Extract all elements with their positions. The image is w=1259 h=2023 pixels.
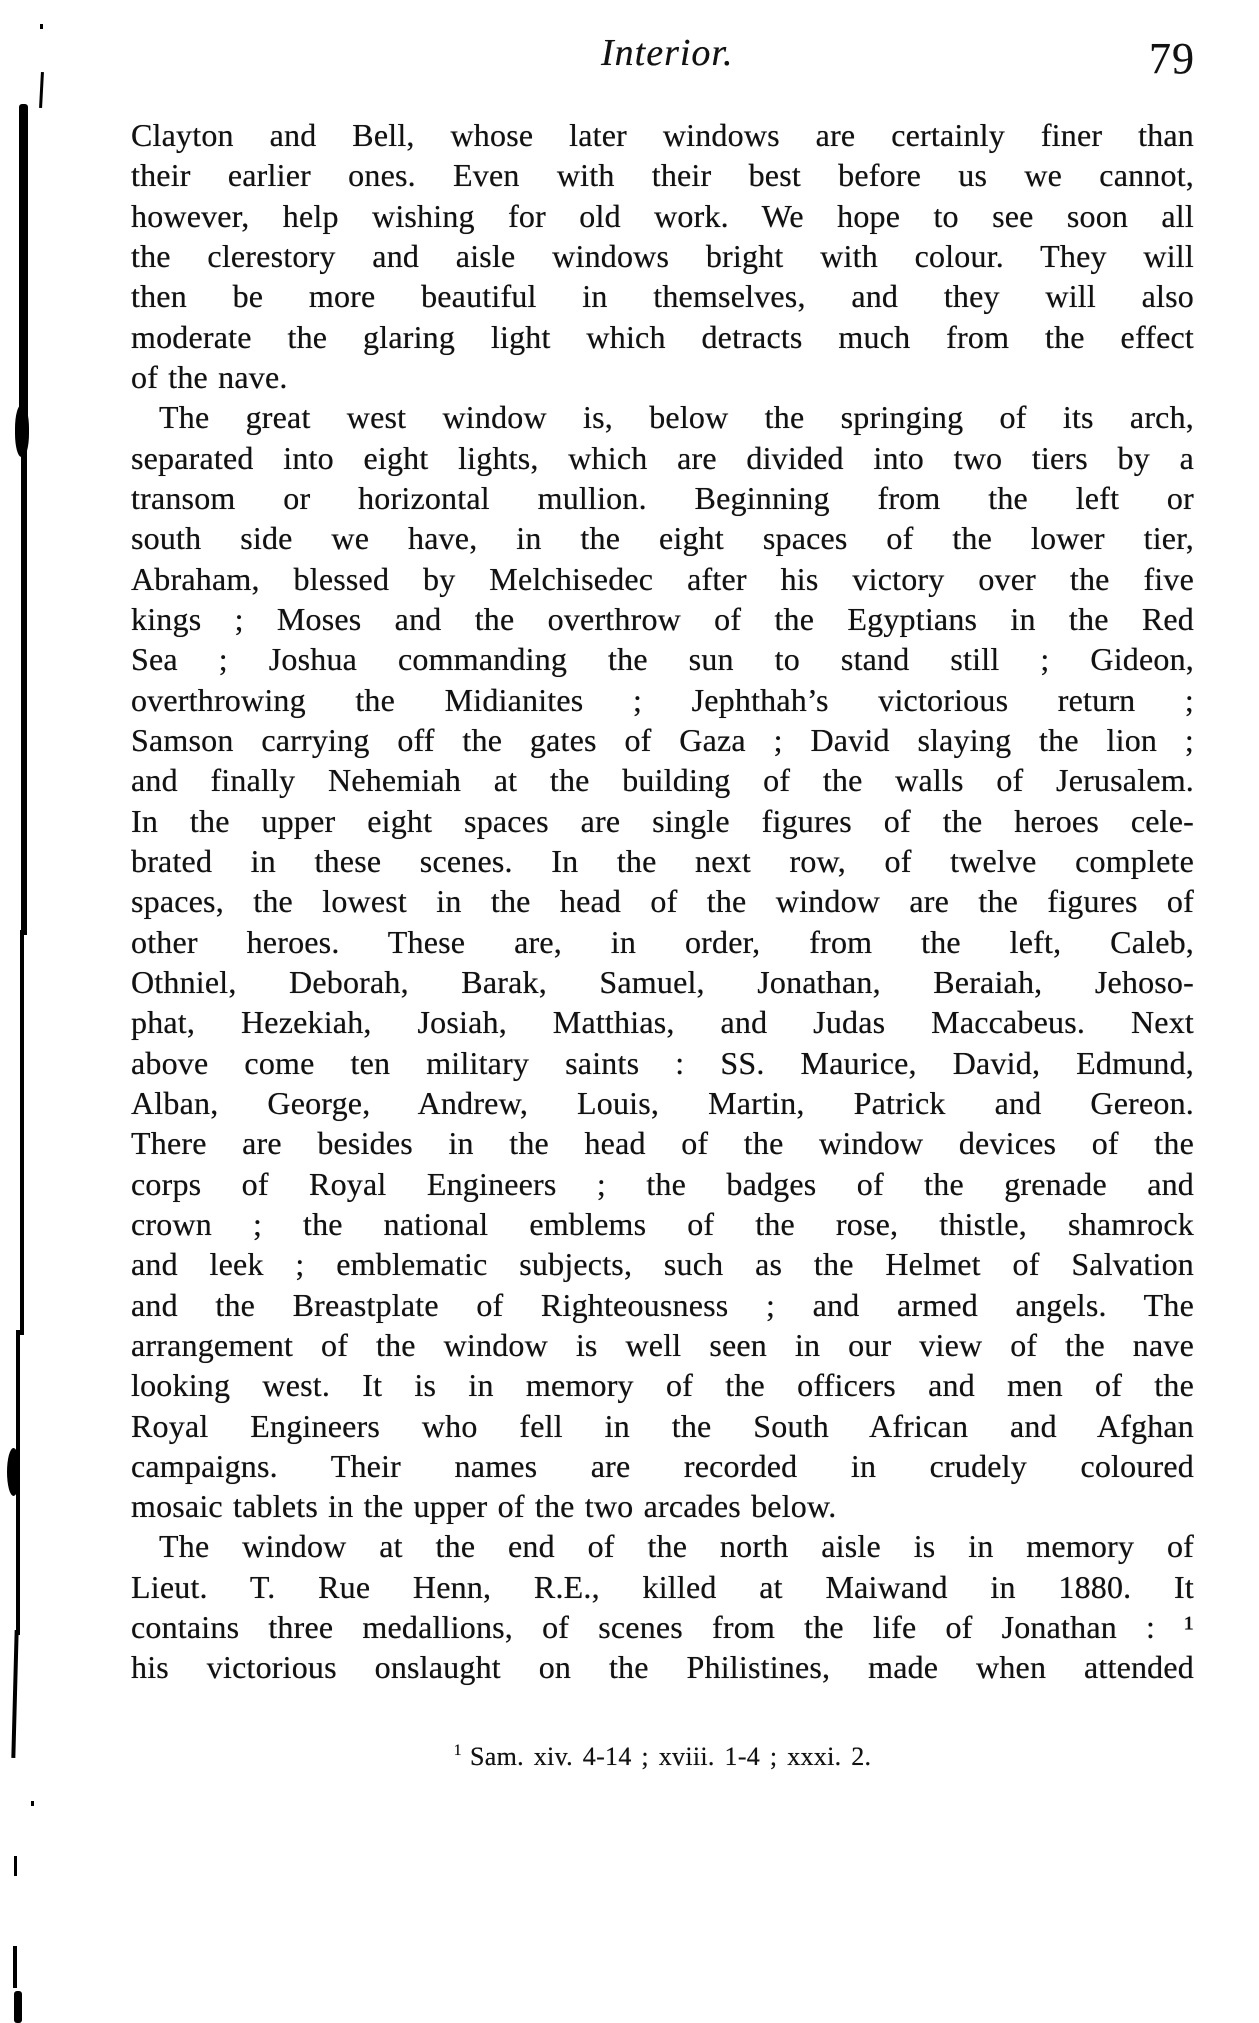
text-line: and the Breastplate of Righteousness ; and armed angels. The [131, 1286, 1194, 1323]
text-line: and leek ; emblematic subjects, such as the Helmet of Salvation [131, 1246, 1194, 1283]
text-line: Alban, George, Andrew, Louis, Martin, Patrick and Gereon. [131, 1084, 1194, 1121]
text-line: Lieut. T. Rue Henn, R.E., killed at Maiwand in 1880. It [131, 1568, 1194, 1605]
footnote-marker: 1 [453, 1742, 463, 1760]
paragraph [131, 397, 1194, 1526]
footnote-text: Sam. xiv. 4-14 ; xviii. 1-4 ; xxxi. 2. [470, 1742, 872, 1771]
text-line: his victorious onslaught on the Philistines, made when attended [131, 1649, 1194, 1686]
scan-mark [13, 1946, 17, 1988]
text-line: looking west. It is in memory of the officers and men of the [131, 1367, 1194, 1404]
text-line: Clayton and Bell, whose later windows are certainly finer than [131, 117, 1194, 153]
text-block [131, 115, 1194, 1688]
paragraph [131, 1526, 1194, 1687]
text-line: Sea ; Joshua commanding the sun to stand still ; Gideon, [131, 641, 1194, 678]
scan-speck [40, 24, 43, 29]
text-line: above come ten military saints : SS. Maurice, David, Edmund, [131, 1044, 1194, 1081]
text-line: arrangement of the window is well seen in our view of the nave [131, 1326, 1194, 1363]
text-line: crown ; the national emblems of the rose, thistle, shamrock [131, 1205, 1194, 1242]
text-line: their earlier ones. Even with their best before us we cannot, [131, 157, 1194, 194]
binding-bar [20, 930, 24, 1335]
page-number: 79 [1149, 34, 1195, 83]
text-line: spaces, the lowest in the head of the window are the figures of [131, 883, 1194, 920]
text-line: The great west window is, below the springing of its arch, [159, 399, 1194, 436]
scan-mark [39, 72, 44, 108]
binding-bar-top [19, 104, 28, 434]
text-line: the clerestory and aisle windows bright with colour. They will [131, 237, 1194, 274]
text-line: kings ; Moses and the overthrow of the Egyptians in the Red [131, 600, 1194, 637]
text-line: of the nave. [131, 358, 288, 395]
text-line: Royal Engineers who fell in the South African and Afghan [131, 1407, 1194, 1444]
text-line: Samson carrying off the gates of Gaza ; David slaying the lion ; [131, 721, 1194, 758]
binding-bar [21, 430, 27, 935]
text-line: overthrowing the Midianites ; Jephthah’s victorious return ; [131, 681, 1194, 718]
text-line: however, help wishing for old work. We hope to see soon all [131, 197, 1194, 234]
text-line: phat, Hezekiah, Josiah, Matthias, and Judas Maccabeus. Next [131, 1004, 1194, 1041]
scan-mark [14, 1856, 17, 1876]
binding-blob [7, 1448, 20, 1496]
text-line: The window at the end of the north aisle is in memory of [159, 1528, 1194, 1565]
running-head: Interior. [601, 32, 734, 74]
scan-speck [31, 1801, 34, 1806]
text-line: separated into eight lights, which are divided into two tiers by a [131, 439, 1194, 476]
text-line: Othniel, Deborah, Barak, Samuel, Jonathan, Beraiah, Jehoso- [131, 963, 1194, 1000]
text-line: In the upper eight spaces are single figures of the heroes cele- [131, 802, 1194, 839]
text-line: moderate the glaring light which detracts much from the effect [131, 318, 1194, 355]
text-line: and finally Nehemiah at the building of the walls of Jerusalem. [131, 762, 1194, 799]
footnote [131, 1742, 1194, 1772]
paragraph [131, 115, 1194, 397]
text-line: brated in these scenes. In the next row, of twelve complete [131, 842, 1194, 879]
text-line: There are besides in the head of the window devices of the [131, 1125, 1194, 1162]
text-line: transom or horizontal mullion. Beginning from the left or [131, 479, 1194, 516]
text-line: mosaic tablets in the upper of the two arcades below. [131, 1488, 837, 1525]
text-line: corps of Royal Engineers ; the badges of the grenade and [131, 1165, 1194, 1202]
text-line: then be more beautiful in themselves, and they will also [131, 278, 1194, 315]
scan-mark [14, 1991, 22, 2023]
text-line: campaigns. Their names are recorded in crudely coloured [131, 1447, 1194, 1484]
text-line: other heroes. These are, in order, from the left, Caleb, [131, 923, 1194, 960]
text-line: south side we have, in the eight spaces of the lower tier, [131, 520, 1194, 557]
binding-bar-end [11, 1630, 18, 1758]
text-line: contains three medallions, of scenes from the life of Jonathan : ¹ [131, 1609, 1194, 1646]
text-line: Abraham, blessed by Melchisedec after his victory over the five [131, 560, 1194, 597]
